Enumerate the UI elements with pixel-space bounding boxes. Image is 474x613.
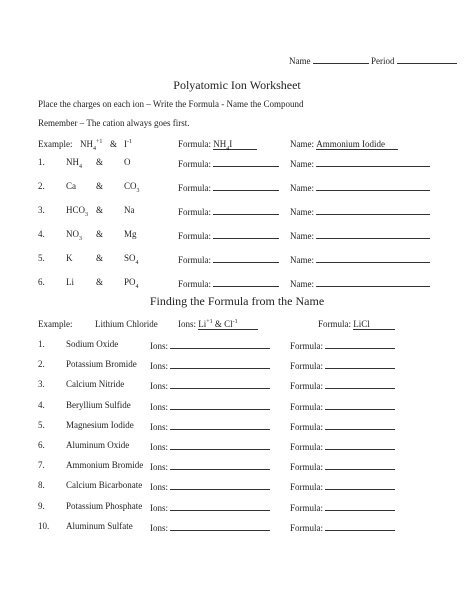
example-cation: $NH_4^{+1}$ [80, 139, 103, 152]
row-anion: $SO_4$ [124, 253, 139, 266]
row-anion: $CO_3$ [124, 181, 140, 194]
row-formula: Formula: [290, 521, 395, 534]
row-formula: Formula: [290, 359, 395, 372]
row-cation: Ca [66, 181, 76, 191]
name-blank[interactable] [316, 277, 430, 287]
formula-blank[interactable] [325, 420, 395, 430]
example-amp: & [110, 139, 118, 149]
row-compound: Ammonium Bromide [66, 460, 144, 471]
row-name: Name: [290, 253, 430, 266]
row-ions: Ions: [150, 359, 270, 372]
row-ions: Ions: [150, 521, 270, 534]
name-blank[interactable] [316, 253, 430, 263]
row-formula: Formula: [290, 501, 395, 514]
row-formula: Formula: [178, 277, 279, 290]
example2-formula: Formula: LiCl [318, 319, 395, 330]
section2-title: Finding the Formula from the Name [149, 294, 325, 308]
row-anion: O [124, 157, 131, 167]
row-number: 5. [38, 419, 45, 430]
row-ions: Ions: [150, 440, 270, 453]
formula-blank[interactable] [325, 460, 395, 470]
row-cation: $HCO_3$ [66, 205, 89, 218]
row-compound: Potassium Phosphate [66, 500, 143, 511]
row-compound: Aluminum Oxide [66, 440, 130, 450]
row-name: Name: [290, 277, 430, 290]
row-compound: Magnesium Iodide [66, 419, 134, 430]
row-number: 2. [38, 181, 45, 191]
row-anion: $PO_4$ [124, 277, 139, 290]
row-name: Name: [290, 157, 430, 170]
name-blank[interactable] [316, 205, 430, 215]
row-number: 7. [38, 460, 45, 471]
row-formula: Formula: [290, 379, 395, 392]
row-formula: Formula: [178, 229, 279, 242]
row-ions: Ions: [150, 339, 270, 352]
example-name: Name: Ammonium Iodide [290, 139, 398, 150]
row-cation: K [66, 253, 73, 263]
row-compound: Sodium Oxide [66, 339, 119, 349]
row-compound: Aluminum Sulfate [66, 520, 133, 531]
row-number: 5. [38, 253, 45, 263]
example2-label: Example: [38, 319, 73, 329]
row-number: 3. [38, 379, 45, 390]
ions-blank[interactable] [170, 460, 270, 470]
row-amp: & [96, 277, 104, 287]
name-blank[interactable] [316, 229, 430, 239]
name-blank[interactable] [313, 54, 369, 64]
row-number: 10. [38, 520, 50, 531]
formula-blank[interactable] [213, 205, 279, 215]
row-compound: Calcium Bicarbonate [66, 480, 143, 491]
formula-blank[interactable] [325, 379, 395, 389]
remember-note: Remember – The cation always goes first. [38, 118, 190, 128]
formula-blank[interactable] [325, 359, 395, 369]
ions-blank[interactable] [170, 379, 270, 389]
row-cation: Li [66, 277, 74, 287]
formula-blank[interactable] [325, 521, 395, 531]
row-cation: $NO_3$ [66, 229, 82, 242]
ions-blank[interactable] [170, 420, 270, 430]
example2-ions: Ions: $Li^{+1}$ & $Cl^{-1}$ [178, 319, 258, 330]
row-anion: Mg [124, 229, 137, 239]
row-cation: $NH_4$ [66, 157, 82, 170]
formula-blank[interactable] [213, 277, 279, 287]
row-formula: Formula: [290, 460, 395, 473]
row-number: 3. [38, 205, 45, 215]
formula-blank[interactable] [213, 157, 279, 167]
row-formula: Formula: [290, 400, 395, 413]
row-ions: Ions: [150, 480, 270, 493]
row-name: Name: [290, 205, 430, 218]
row-name: Name: [290, 181, 430, 194]
ions-blank[interactable] [170, 521, 270, 531]
ions-blank[interactable] [170, 501, 270, 511]
name-blank[interactable] [316, 181, 430, 191]
ions-blank[interactable] [170, 359, 270, 369]
row-number: 4. [38, 229, 45, 239]
formula-blank[interactable] [213, 229, 279, 239]
period-label: Period [371, 56, 395, 66]
example-formula: Formula: $NH_4I$ [178, 139, 257, 150]
formula-blank[interactable] [325, 440, 395, 450]
row-name: Name: [290, 229, 430, 242]
row-compound: Potassium Bromide [66, 359, 137, 370]
row-formula: Formula: [290, 420, 395, 433]
ions-blank[interactable] [170, 400, 270, 410]
row-number: 6. [38, 277, 45, 287]
row-number: 1. [38, 157, 45, 167]
formula-blank[interactable] [213, 253, 279, 263]
row-number: 8. [38, 480, 45, 491]
row-amp: & [96, 181, 104, 191]
row-formula: Formula: [178, 205, 279, 218]
formula-blank[interactable] [325, 501, 395, 511]
row-formula: Formula: [178, 181, 279, 194]
row-amp: & [96, 253, 104, 263]
row-formula: Formula: [178, 253, 279, 266]
row-formula: Formula: [290, 440, 395, 453]
row-amp: & [96, 205, 104, 215]
row-number: 2. [38, 359, 45, 370]
name-blank[interactable] [316, 157, 430, 167]
worksheet-title: Polyatomic Ion Worksheet [173, 78, 301, 92]
row-number: 6. [38, 440, 45, 450]
row-amp: & [96, 157, 104, 167]
row-compound: Calcium Nitride [66, 379, 125, 390]
formula-blank[interactable] [213, 181, 279, 191]
example-anion: $I^{-1}$ [124, 139, 132, 149]
row-number: 1. [38, 339, 45, 349]
row-number: 4. [38, 399, 45, 410]
period-blank[interactable] [397, 54, 457, 64]
row-formula: Formula: [290, 339, 395, 352]
row-ions: Ions: [150, 379, 270, 392]
example-label: Example: [38, 139, 73, 149]
row-formula: Formula: [178, 157, 279, 170]
row-ions: Ions: [150, 460, 270, 473]
row-number: 9. [38, 500, 45, 511]
ions-blank[interactable] [170, 440, 270, 450]
ions-blank[interactable] [170, 480, 270, 490]
name-field [289, 54, 457, 67]
row-ions: Ions: [150, 400, 270, 413]
instructions: Place the charges on each ion – Write the Formula - Name the Compound [38, 99, 304, 109]
formula-blank[interactable] [325, 339, 395, 349]
row-formula: Formula: [290, 480, 395, 493]
row-amp: & [96, 229, 104, 239]
example2-compound: Lithium Chloride [95, 319, 158, 329]
formula-blank[interactable] [325, 400, 395, 410]
ions-blank[interactable] [170, 339, 270, 349]
name-label: Name [289, 56, 311, 66]
row-ions: Ions: [150, 501, 270, 514]
row-ions: Ions: [150, 420, 270, 433]
row-anion: Na [124, 205, 135, 215]
row-compound: Beryllium Sulfide [66, 399, 131, 410]
formula-blank[interactable] [325, 480, 395, 490]
